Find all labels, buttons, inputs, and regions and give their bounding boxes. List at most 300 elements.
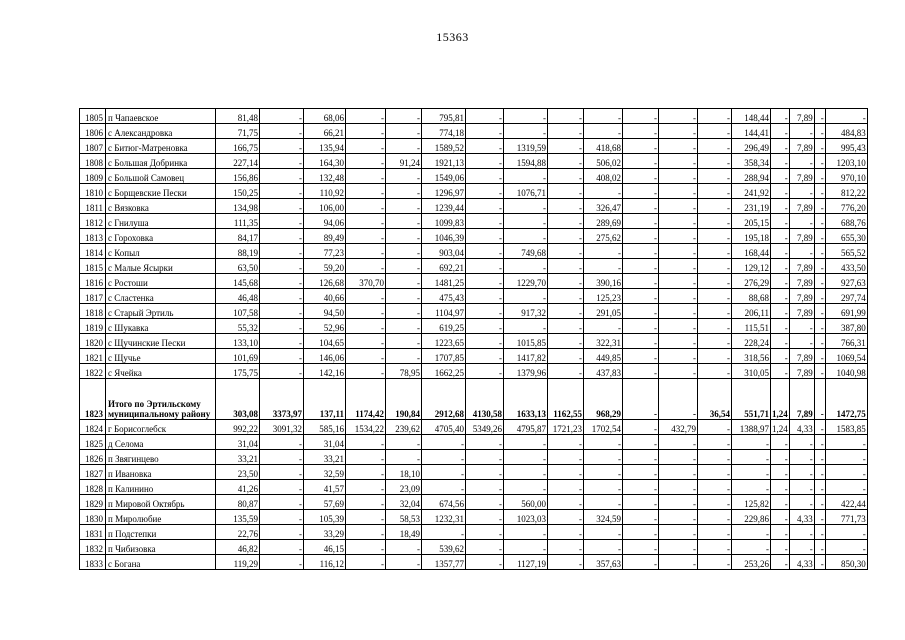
- value-cell: 115,51: [732, 319, 771, 334]
- value-cell: -: [260, 184, 304, 199]
- value-cell: 322,31: [584, 334, 623, 349]
- value-cell: 408,02: [584, 169, 623, 184]
- value-cell: 774,18: [422, 124, 466, 139]
- value-cell: -: [698, 274, 732, 289]
- value-cell: -: [386, 349, 422, 364]
- value-cell: 133,10: [216, 334, 260, 349]
- value-cell: -: [548, 480, 584, 495]
- value-cell: -: [771, 169, 790, 184]
- table-row: [80, 139, 868, 154]
- value-cell: 585,16: [304, 420, 346, 435]
- value-cell: 58,53: [386, 510, 422, 525]
- value-cell: 2912,68: [422, 379, 466, 420]
- value-cell: -: [825, 109, 867, 124]
- value-cell: -: [825, 450, 867, 465]
- value-cell: 78,95: [386, 364, 422, 379]
- value-cell: -: [814, 465, 825, 480]
- value-cell: -: [548, 319, 584, 334]
- value-cell: -: [771, 480, 790, 495]
- value-cell: 674,56: [422, 495, 466, 510]
- value-cell: -: [698, 124, 732, 139]
- value-cell: -: [466, 495, 504, 510]
- value-cell: -: [623, 480, 659, 495]
- value-cell: -: [698, 229, 732, 244]
- value-cell: -: [623, 289, 659, 304]
- value-cell: -: [623, 435, 659, 450]
- value-cell: -: [548, 124, 584, 139]
- value-cell: 688,76: [825, 214, 867, 229]
- value-cell: 1662,25: [422, 364, 466, 379]
- value-cell: -: [260, 435, 304, 450]
- value-cell: 1104,97: [422, 304, 466, 319]
- value-cell: -: [659, 510, 698, 525]
- value-cell: 145,68: [216, 274, 260, 289]
- value-cell: -: [814, 480, 825, 495]
- value-cell: 33,29: [304, 525, 346, 540]
- value-cell: -: [346, 214, 386, 229]
- value-cell: -: [659, 139, 698, 154]
- row-number: 1811: [80, 199, 106, 214]
- value-cell: 137,11: [304, 379, 346, 420]
- value-cell: 318,56: [732, 349, 771, 364]
- value-cell: 1721,23: [548, 420, 584, 435]
- value-cell: -: [623, 349, 659, 364]
- settlement-name: с Гороховка: [106, 229, 216, 244]
- value-cell: 995,43: [825, 139, 867, 154]
- value-cell: 18,10: [386, 465, 422, 480]
- value-cell: -: [386, 199, 422, 214]
- value-cell: 276,29: [732, 274, 771, 289]
- value-cell: -: [814, 229, 825, 244]
- value-cell: 134,98: [216, 199, 260, 214]
- value-cell: -: [504, 450, 548, 465]
- value-cell: 81,48: [216, 109, 260, 124]
- value-cell: -: [466, 244, 504, 259]
- value-cell: 1633,13: [504, 379, 548, 420]
- value-cell: -: [504, 465, 548, 480]
- value-cell: -: [771, 124, 790, 139]
- value-cell: 88,68: [732, 289, 771, 304]
- value-cell: -: [466, 304, 504, 319]
- value-cell: -: [659, 435, 698, 450]
- value-cell: -: [386, 259, 422, 274]
- value-cell: -: [623, 109, 659, 124]
- value-cell: -: [789, 480, 814, 495]
- value-cell: -: [771, 184, 790, 199]
- value-cell: 150,25: [216, 184, 260, 199]
- value-cell: -: [771, 450, 790, 465]
- value-cell: 66,21: [304, 124, 346, 139]
- value-cell: -: [466, 334, 504, 349]
- value-cell: -: [698, 450, 732, 465]
- value-cell: -: [504, 525, 548, 540]
- value-cell: -: [504, 480, 548, 495]
- value-cell: 1481,25: [422, 274, 466, 289]
- value-cell: -: [548, 349, 584, 364]
- value-cell: 506,02: [584, 154, 623, 169]
- value-cell: -: [548, 304, 584, 319]
- value-cell: 206,11: [732, 304, 771, 319]
- value-cell: -: [260, 495, 304, 510]
- settlement-name: д Селома: [106, 435, 216, 450]
- value-cell: 1388,97: [732, 420, 771, 435]
- value-cell: -: [771, 435, 790, 450]
- table-row: [80, 435, 868, 450]
- value-cell: -: [548, 274, 584, 289]
- value-cell: -: [814, 169, 825, 184]
- value-cell: -: [659, 465, 698, 480]
- value-cell: 1023,03: [504, 510, 548, 525]
- row-number: 1820: [80, 334, 106, 349]
- value-cell: 228,24: [732, 334, 771, 349]
- value-cell: -: [698, 199, 732, 214]
- value-cell: -: [584, 109, 623, 124]
- value-cell: -: [732, 450, 771, 465]
- value-cell: -: [466, 139, 504, 154]
- value-cell: -: [659, 109, 698, 124]
- value-cell: -: [814, 139, 825, 154]
- table-row: [80, 199, 868, 214]
- value-cell: -: [386, 229, 422, 244]
- value-cell: 7,89: [789, 364, 814, 379]
- value-cell: -: [584, 450, 623, 465]
- value-cell: -: [623, 334, 659, 349]
- value-cell: -: [623, 214, 659, 229]
- value-cell: 390,16: [584, 274, 623, 289]
- value-cell: -: [548, 259, 584, 274]
- value-cell: -: [659, 169, 698, 184]
- total-row: [80, 379, 868, 420]
- value-cell: -: [698, 109, 732, 124]
- value-cell: 484,83: [825, 124, 867, 139]
- value-cell: -: [584, 540, 623, 555]
- value-cell: -: [659, 244, 698, 259]
- value-cell: -: [789, 184, 814, 199]
- value-cell: -: [346, 199, 386, 214]
- settlement-name: п Миролюбие: [106, 510, 216, 525]
- value-cell: -: [386, 244, 422, 259]
- value-cell: 105,39: [304, 510, 346, 525]
- value-cell: 4795,87: [504, 420, 548, 435]
- value-cell: -: [771, 109, 790, 124]
- value-cell: 1127,19: [504, 555, 548, 570]
- value-cell: 111,35: [216, 214, 260, 229]
- row-number: 1807: [80, 139, 106, 154]
- value-cell: -: [814, 319, 825, 334]
- value-cell: 168,44: [732, 244, 771, 259]
- value-cell: -: [789, 334, 814, 349]
- value-cell: 1099,83: [422, 214, 466, 229]
- value-cell: 1472,75: [825, 379, 867, 420]
- value-cell: 4130,58: [466, 379, 504, 420]
- value-cell: -: [260, 510, 304, 525]
- value-cell: -: [659, 259, 698, 274]
- value-cell: -: [466, 555, 504, 570]
- value-cell: -: [814, 289, 825, 304]
- value-cell: -: [346, 525, 386, 540]
- settlement-name: Итого по Эртильскому муниципальному району: [106, 379, 216, 420]
- value-cell: -: [659, 289, 698, 304]
- row-number: 1805: [80, 109, 106, 124]
- value-cell: -: [698, 154, 732, 169]
- value-cell: -: [623, 510, 659, 525]
- page-number: 15363: [436, 30, 469, 44]
- settlement-name: с Малые Ясырки: [106, 259, 216, 274]
- value-cell: -: [732, 435, 771, 450]
- value-cell: -: [659, 555, 698, 570]
- table-row: [80, 289, 868, 304]
- row-number: 1821: [80, 349, 106, 364]
- value-cell: -: [623, 555, 659, 570]
- value-cell: 227,14: [216, 154, 260, 169]
- value-cell: -: [771, 364, 790, 379]
- value-cell: 116,12: [304, 555, 346, 570]
- value-cell: -: [386, 555, 422, 570]
- value-cell: 144,41: [732, 124, 771, 139]
- value-cell: 23,50: [216, 465, 260, 480]
- value-cell: -: [466, 214, 504, 229]
- value-cell: 1046,39: [422, 229, 466, 244]
- value-cell: 433,50: [825, 259, 867, 274]
- value-cell: -: [698, 304, 732, 319]
- row-number: 1817: [80, 289, 106, 304]
- value-cell: -: [814, 525, 825, 540]
- value-cell: -: [260, 139, 304, 154]
- value-cell: -: [623, 540, 659, 555]
- value-cell: -: [466, 199, 504, 214]
- value-cell: 94,06: [304, 214, 346, 229]
- value-cell: -: [623, 199, 659, 214]
- value-cell: -: [789, 154, 814, 169]
- value-cell: 1239,44: [422, 199, 466, 214]
- value-cell: -: [466, 525, 504, 540]
- row-number: 1815: [80, 259, 106, 274]
- settlement-name: с Шукавка: [106, 319, 216, 334]
- settlement-name: п Калинино: [106, 480, 216, 495]
- value-cell: -: [659, 480, 698, 495]
- value-cell: -: [346, 465, 386, 480]
- row-number: 1822: [80, 364, 106, 379]
- value-cell: -: [548, 184, 584, 199]
- table-row: [80, 465, 868, 480]
- value-cell: -: [386, 435, 422, 450]
- value-cell: -: [623, 124, 659, 139]
- value-cell: -: [466, 450, 504, 465]
- value-cell: -: [386, 214, 422, 229]
- value-cell: 129,12: [732, 259, 771, 274]
- value-cell: -: [771, 465, 790, 480]
- value-cell: -: [260, 480, 304, 495]
- value-cell: 357,63: [584, 555, 623, 570]
- value-cell: -: [260, 465, 304, 480]
- value-cell: -: [659, 364, 698, 379]
- value-cell: 46,15: [304, 540, 346, 555]
- value-cell: -: [732, 465, 771, 480]
- value-cell: -: [623, 154, 659, 169]
- value-cell: -: [466, 124, 504, 139]
- value-cell: -: [466, 349, 504, 364]
- row-number: 1832: [80, 540, 106, 555]
- value-cell: -: [825, 540, 867, 555]
- value-cell: 7,89: [789, 349, 814, 364]
- value-cell: -: [548, 435, 584, 450]
- value-cell: -: [504, 435, 548, 450]
- value-cell: -: [789, 495, 814, 510]
- value-cell: -: [814, 244, 825, 259]
- value-cell: -: [698, 349, 732, 364]
- value-cell: -: [789, 435, 814, 450]
- value-cell: -: [386, 184, 422, 199]
- value-cell: -: [814, 510, 825, 525]
- value-cell: -: [584, 124, 623, 139]
- value-cell: 55,32: [216, 319, 260, 334]
- value-cell: -: [386, 109, 422, 124]
- value-cell: -: [346, 540, 386, 555]
- value-cell: 1232,31: [422, 510, 466, 525]
- value-cell: -: [825, 525, 867, 540]
- value-cell: 106,00: [304, 199, 346, 214]
- value-cell: 164,30: [304, 154, 346, 169]
- value-cell: 166,75: [216, 139, 260, 154]
- value-cell: -: [659, 525, 698, 540]
- value-cell: -: [346, 184, 386, 199]
- value-cell: -: [771, 540, 790, 555]
- value-cell: -: [548, 495, 584, 510]
- value-cell: 619,25: [422, 319, 466, 334]
- value-cell: 296,49: [732, 139, 771, 154]
- value-cell: 3373,97: [260, 379, 304, 420]
- value-cell: -: [422, 525, 466, 540]
- value-cell: -: [346, 304, 386, 319]
- row-number: 1831: [80, 525, 106, 540]
- table-row: [80, 259, 868, 274]
- value-cell: -: [584, 244, 623, 259]
- value-cell: 850,30: [825, 555, 867, 570]
- value-cell: -: [771, 139, 790, 154]
- value-cell: -: [623, 229, 659, 244]
- value-cell: -: [623, 364, 659, 379]
- value-cell: -: [659, 184, 698, 199]
- value-cell: 903,04: [422, 244, 466, 259]
- value-cell: 3091,32: [260, 420, 304, 435]
- value-cell: 1069,54: [825, 349, 867, 364]
- value-cell: 57,69: [304, 495, 346, 510]
- value-cell: 7,89: [789, 229, 814, 244]
- value-cell: -: [771, 334, 790, 349]
- value-cell: 125,23: [584, 289, 623, 304]
- value-cell: -: [260, 154, 304, 169]
- row-number: 1816: [80, 274, 106, 289]
- value-cell: 107,58: [216, 304, 260, 319]
- value-cell: -: [346, 495, 386, 510]
- table-row: [80, 510, 868, 525]
- value-cell: -: [466, 364, 504, 379]
- value-cell: 84,17: [216, 229, 260, 244]
- value-cell: 1921,13: [422, 154, 466, 169]
- value-cell: 7,89: [789, 304, 814, 319]
- table-row: [80, 480, 868, 495]
- value-cell: -: [548, 244, 584, 259]
- value-cell: -: [698, 244, 732, 259]
- row-number: 1826: [80, 450, 106, 465]
- value-cell: 968,29: [584, 379, 623, 420]
- settlement-name: с Богана: [106, 555, 216, 570]
- value-cell: -: [659, 124, 698, 139]
- value-cell: 1174,42: [346, 379, 386, 420]
- value-cell: 33,21: [216, 450, 260, 465]
- value-cell: -: [422, 480, 466, 495]
- value-cell: -: [466, 154, 504, 169]
- settlement-name: п Звягинцево: [106, 450, 216, 465]
- value-cell: 119,29: [216, 555, 260, 570]
- value-cell: -: [789, 450, 814, 465]
- value-cell: 156,86: [216, 169, 260, 184]
- value-cell: 749,68: [504, 244, 548, 259]
- value-cell: 539,62: [422, 540, 466, 555]
- value-cell: -: [584, 480, 623, 495]
- value-cell: -: [825, 480, 867, 495]
- value-cell: -: [466, 435, 504, 450]
- value-cell: -: [466, 465, 504, 480]
- value-cell: -: [504, 109, 548, 124]
- value-cell: -: [623, 169, 659, 184]
- value-cell: 1549,06: [422, 169, 466, 184]
- table-row: [80, 364, 868, 379]
- value-cell: -: [386, 334, 422, 349]
- row-number: 1808: [80, 154, 106, 169]
- value-cell: -: [466, 510, 504, 525]
- value-cell: -: [346, 349, 386, 364]
- value-cell: 7,89: [789, 169, 814, 184]
- value-cell: 32,59: [304, 465, 346, 480]
- value-cell: 205,15: [732, 214, 771, 229]
- value-cell: 1,24: [771, 420, 790, 435]
- value-cell: -: [789, 214, 814, 229]
- table-row: [80, 274, 868, 289]
- value-cell: 992,22: [216, 420, 260, 435]
- table-row: [80, 184, 868, 199]
- value-cell: -: [346, 259, 386, 274]
- value-cell: 551,71: [732, 379, 771, 420]
- table-row: [80, 124, 868, 139]
- table-body: [80, 109, 868, 570]
- value-cell: -: [814, 109, 825, 124]
- row-number: 1833: [80, 555, 106, 570]
- value-cell: 7,89: [789, 109, 814, 124]
- value-cell: -: [814, 555, 825, 570]
- value-cell: 358,34: [732, 154, 771, 169]
- value-cell: -: [466, 480, 504, 495]
- value-cell: 101,69: [216, 349, 260, 364]
- value-cell: 1,24: [771, 379, 790, 420]
- value-cell: 40,66: [304, 289, 346, 304]
- value-cell: -: [260, 169, 304, 184]
- value-cell: 46,48: [216, 289, 260, 304]
- value-cell: -: [771, 199, 790, 214]
- value-cell: -: [698, 289, 732, 304]
- value-cell: -: [698, 184, 732, 199]
- value-cell: -: [825, 465, 867, 480]
- table-row: [80, 540, 868, 555]
- value-cell: 766,31: [825, 334, 867, 349]
- value-cell: 46,82: [216, 540, 260, 555]
- row-number: 1810: [80, 184, 106, 199]
- value-cell: 31,04: [216, 435, 260, 450]
- value-cell: -: [584, 259, 623, 274]
- value-cell: 303,08: [216, 379, 260, 420]
- value-cell: -: [466, 109, 504, 124]
- row-number: 1827: [80, 465, 106, 480]
